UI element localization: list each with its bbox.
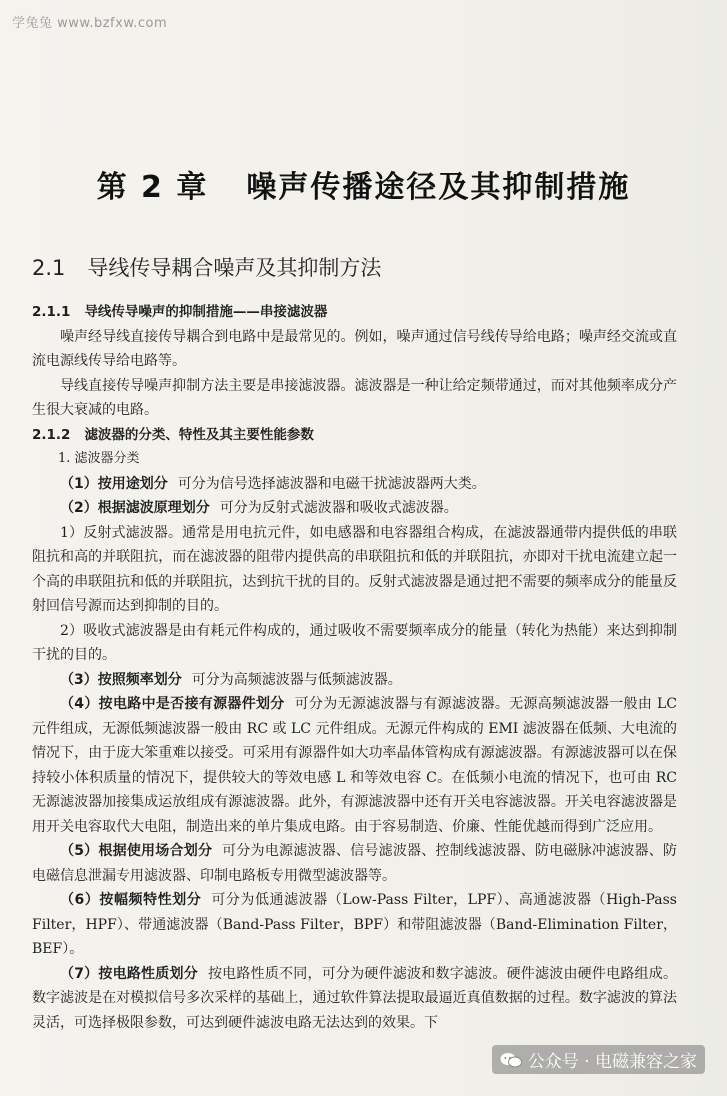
classification-item [32,472,677,497]
subsection-number: 2.1.2 [32,426,71,443]
item-text: 按电路性质不同，可分为硬件滤波和数字滤波。硬件滤波由硬件电路组成。数字滤波是在对模拟信号多次采样的基础上，通过软件算法提取最逼近真值数据的过程。数字滤波的算法灵活，可选择极限参数，可达到硬件滤波电路无法达到的效果。下 [32,965,677,1031]
item-text: 可分为电源滤波器、信号滤波器、控制线滤波器、防电磁脉冲滤波器、防电磁信息泄漏专用滤波器、印制电路板专用微型滤波器等。 [32,843,677,884]
item-text: 可分为高频滤波器与低频滤波器。 [191,671,402,688]
wechat-icon [500,1052,522,1068]
chapter-number: 第 2 章 [96,170,209,205]
classification-item [32,888,677,962]
section-heading [32,252,381,282]
subsection-number: 2.1.1 [32,304,71,320]
classification-item [32,668,677,693]
chapter-title: 噪声传播途径及其抑制措施 [246,170,631,205]
classification-item [32,692,677,839]
body-text [32,300,677,1035]
classification-item [32,839,677,888]
classification-item [32,962,677,1036]
item-heading: （2）根据滤波原理划分 [60,500,210,516]
item-heading: （5）根据使用场合划分 [60,843,213,859]
paragraph: 导线直接传导噪声抑制方法主要是串接滤波器。滤波器是一种让给定频带通过，而对其他频率成分产生很大衰减的电路。 [32,377,677,418]
item-text: 可分为低通滤波器（Low-Pass Filter，LPF）、高通滤波器（High-Pass Filter，HPF）、带通滤波器（Band-Pass Filter，BPF）和带阻滤波器（Band-Elimination Filter，BEF）。 [32,892,677,957]
wechat-watermark [492,1045,705,1074]
site-watermark: 学兔兔 www.bzfxw.com [12,16,168,31]
item-heading: （4）按电路中是否接有源器件划分 [60,696,285,712]
classification-item [32,496,677,521]
section-title: 导线传导耦合噪声及其抑制方法 [87,256,382,280]
subsection-heading [32,423,677,448]
paragraph: 2）吸收式滤波器是由有耗元件构成的，通过吸收不需要频率成分的能量（转化为热能）来达到抑制干扰的目的。 [32,622,677,663]
item-heading: （3）按照频率划分 [60,671,182,688]
item-heading: （7）按电路性质划分 [60,965,198,982]
item-heading: （6）按幅频特性划分 [60,892,202,908]
subsection-title: 滤波器的分类、特性及其主要性能参数 [84,426,314,443]
item-text: 可分为无源滤波器与有源滤波器。无源高频滤波器一般由 LC 元件组成，无源低频滤波器一般由 RC 或 LC 元件组成。无源元件构成的 EMI 滤波器在低频、大电流的情况下，由于庞大笨重难以接受。可采用有源器件如大功率晶体管构成有源滤波器。有源滤波器可以在保持较小体积质量的情况下，提供较大的等效电感 L 和等效电容 C。在低频小电流的情况下，也可由 RC 无源滤波器加接集成运放组成有源滤波器。此外，有源滤波器中还有开关电容滤波器。开关电容滤波器是用开关电容取代大电阻，制造出来的单片集成电路。由于容易制造、价廉、性能优越而得到广泛应用。 [32,696,677,835]
chapter-heading [0,162,727,206]
paragraph: 1）反射式滤波器。通常是用电抗元件，如电感器和电容器组合构成，在滤波器通带内提供低的串联阻抗和高的并联阻抗，而在滤波器的阻带内提供高的串联阻抗和低的并联阻抗，亦即对干扰电流建立起一个高的串联阻抗和低的并联阻抗，达到抗干扰的目的。反射式滤波器是通过把不需要的频率成分的能量反射回信号源而达到抑制的目的。 [32,524,677,614]
watermark-text: 公众号 · 电磁兼容之家 [527,1052,697,1072]
subsection-heading [32,300,677,325]
item-text: 可分为信号选择滤波器和电磁干扰滤波器两大类。 [177,475,486,492]
list-heading: 1. 滤波器分类 [58,451,140,466]
section-number: 2.1 [32,256,66,280]
paragraph: 噪声经导线直接传导耦合到电路中是最常见的。例如，噪声通过信号线传导给电路；噪声经交流或直流电源线传导给电路等。 [32,328,677,369]
item-text: 可分为反射式滤波器和吸收式滤波器。 [219,500,458,516]
item-heading: （1）按用途划分 [60,475,168,492]
subsection-title: 导线传导噪声的抑制措施——串接滤波器 [84,304,328,320]
